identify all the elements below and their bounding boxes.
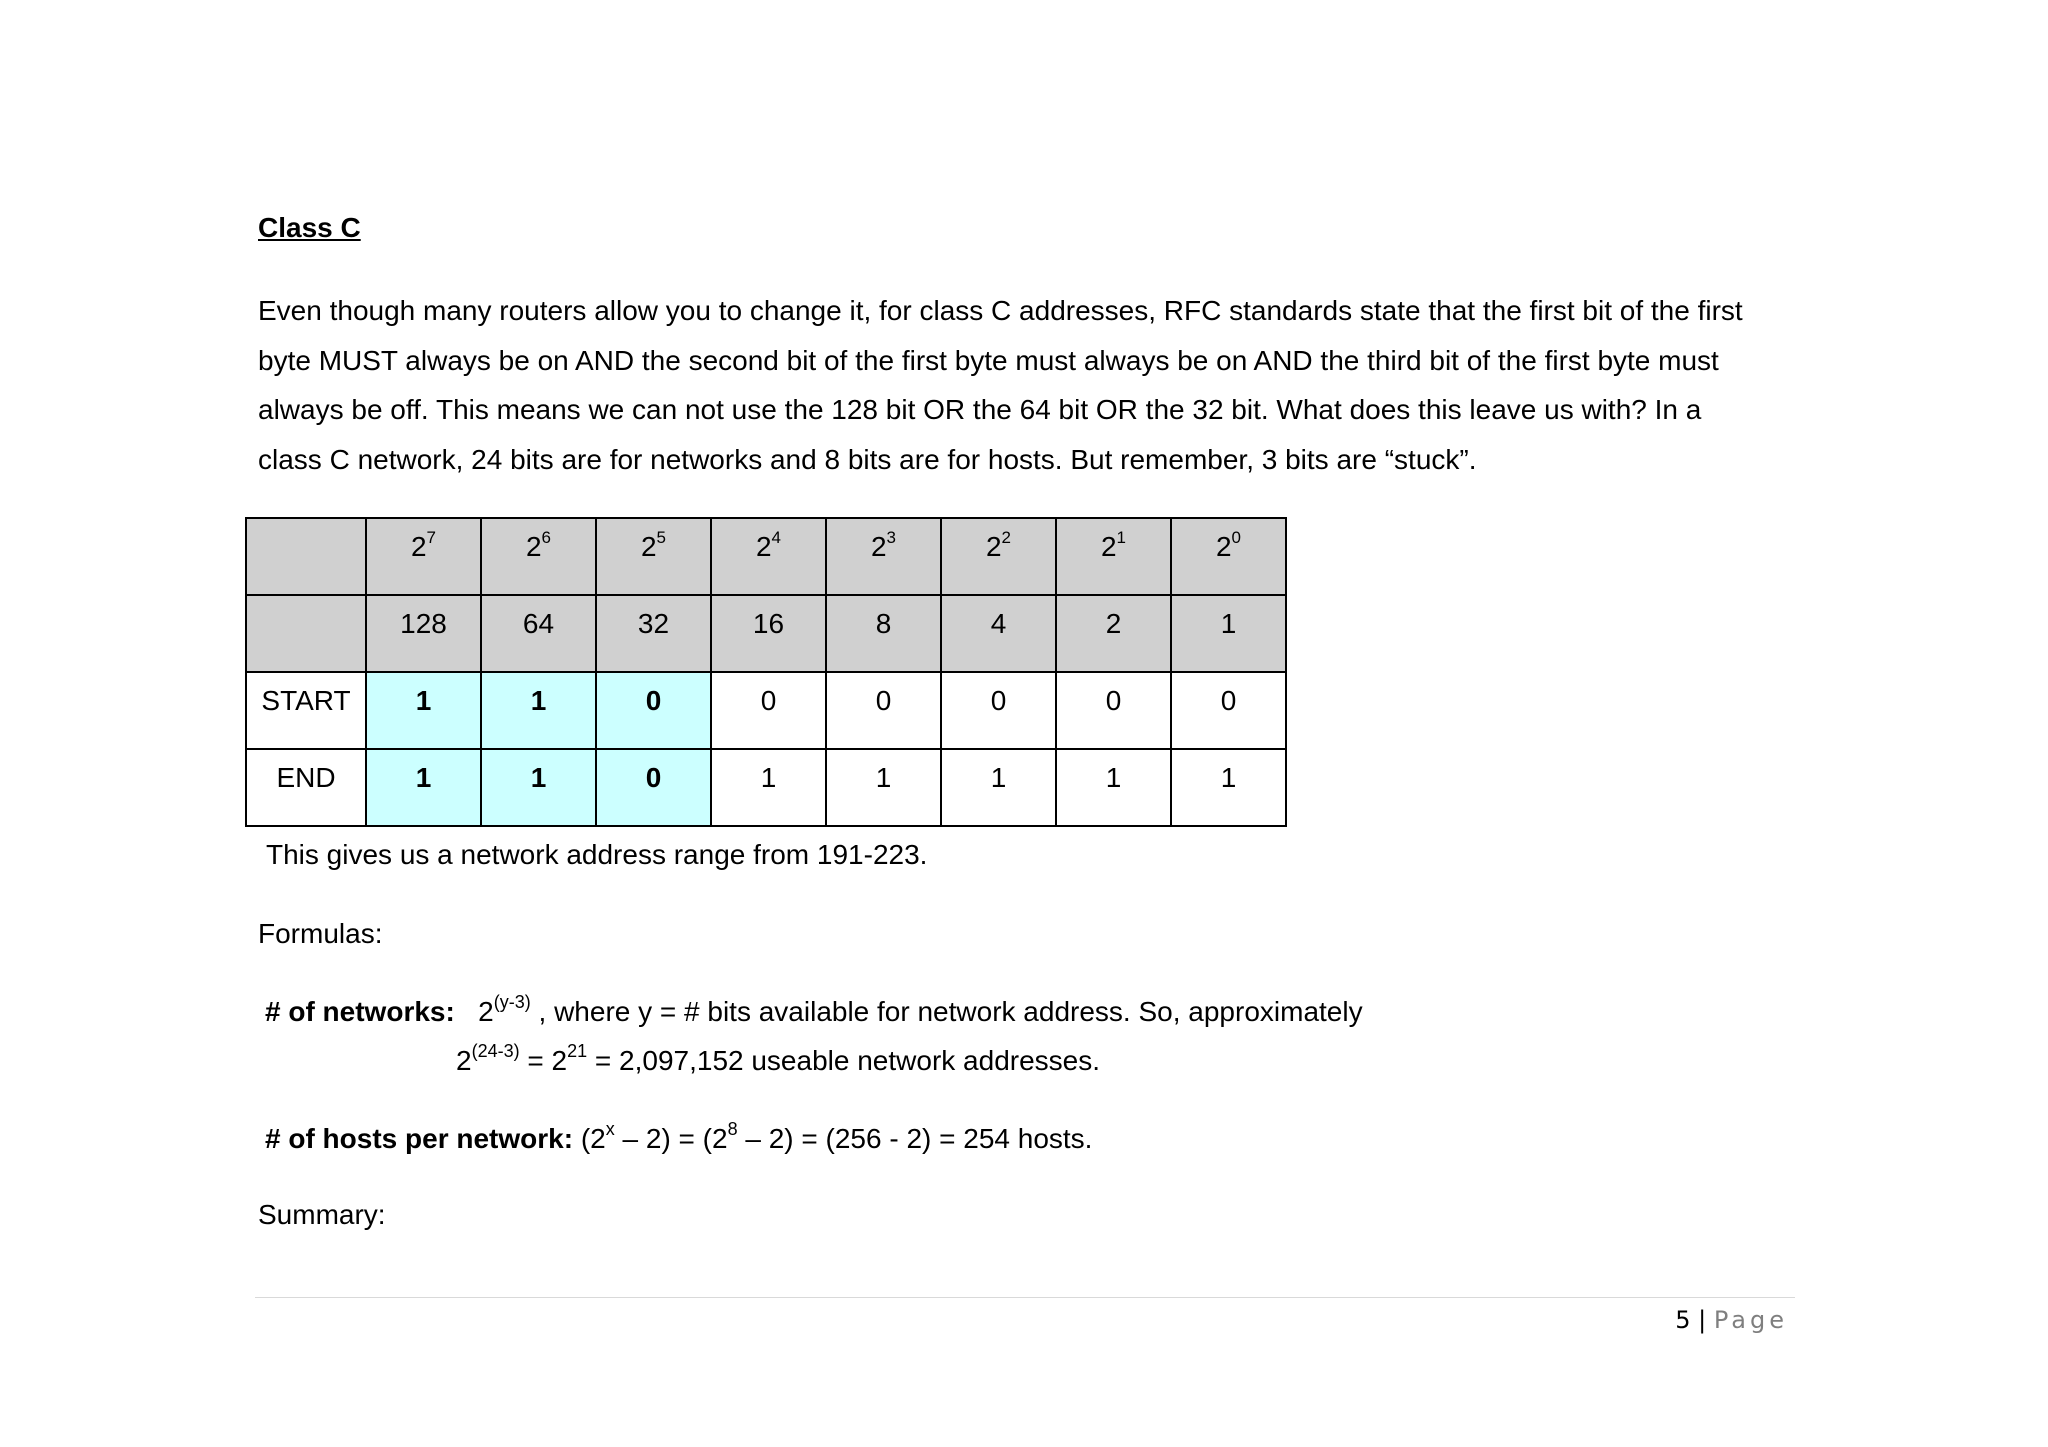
bit-cell: 1	[481, 672, 596, 749]
power-cell	[481, 518, 596, 595]
power-base: 2	[985, 531, 1002, 562]
networks-calculation	[456, 1041, 1101, 1077]
formula-base: 2	[456, 1045, 472, 1076]
bit-cell: 0	[596, 672, 711, 749]
power-base: 2	[410, 531, 427, 562]
table-caption: This gives us a network address range from 191-223.	[266, 839, 928, 870]
power-cell	[1171, 518, 1286, 595]
value-cell: 64	[481, 595, 596, 672]
footer-separator: |	[1698, 1306, 1707, 1334]
networks-label: # of networks:	[265, 996, 455, 1027]
value-cell: 1	[1171, 595, 1286, 672]
bit-cell: 0	[1056, 672, 1171, 749]
power-exponent: 7	[426, 528, 437, 547]
value-cell: 8	[826, 595, 941, 672]
power-exponent: 4	[771, 528, 782, 547]
power-exponent: 0	[1231, 528, 1242, 547]
hosts-label: # of hosts per network:	[265, 1123, 574, 1154]
end-row	[246, 749, 1286, 826]
formula-exponent: (24-3)	[471, 1041, 520, 1061]
formula-base: 2	[478, 996, 494, 1027]
formula-text: , where y = # bits available for network address. So, approximately	[530, 996, 1363, 1027]
formula-text: (2	[573, 1123, 606, 1154]
power-exponent: 5	[656, 528, 667, 547]
bit-cell: 0	[1171, 672, 1286, 749]
bit-cell: 1	[711, 749, 826, 826]
empty-cell	[246, 595, 366, 672]
start-row	[246, 672, 1286, 749]
formula-text: – 2) = (2	[614, 1123, 728, 1154]
paragraph-line: class C network, 24 bits are for networks and 8 bits are for hosts. But remember, 3 bits are “stuck”.	[258, 443, 1477, 475]
paragraph-line: Even though many routers allow you to change it, for class C addresses, RFC standards state that the first bit of the first	[258, 295, 1743, 326]
value-cell: 2	[1056, 595, 1171, 672]
value-cell: 128	[366, 595, 481, 672]
paragraph-line: always be off. This means we can not use the 128 bit OR the 64 bit OR the 32 bit. What does this leave us with? In a	[258, 394, 1702, 425]
body-paragraph	[258, 286, 1798, 484]
value-row	[246, 595, 1286, 672]
power-base: 2	[525, 531, 542, 562]
footer-divider	[255, 1297, 1795, 1298]
power-base: 2	[640, 531, 657, 562]
bit-cell: 0	[596, 749, 711, 826]
bit-cell: 1	[481, 749, 596, 826]
bit-cell: 1	[826, 749, 941, 826]
formula-text: = 2,097,152 useable network addresses.	[587, 1045, 1101, 1076]
row-label: START	[246, 672, 366, 749]
power-exponent: 6	[541, 528, 552, 547]
power-cell	[596, 518, 711, 595]
bit-cell: 0	[941, 672, 1056, 749]
bit-cell: 1	[366, 672, 481, 749]
summary-label: Summary:	[258, 1199, 386, 1230]
power-exponent: 2	[1001, 528, 1012, 547]
paragraph-line: byte MUST always be on AND the second bit of the first byte must always be on AND the third bit of the first byte must	[258, 344, 1719, 376]
power-exponent: 1	[1116, 528, 1127, 547]
formula-exponent: x	[605, 1119, 615, 1139]
power-exponent: 3	[886, 528, 897, 547]
bit-cell: 1	[366, 749, 481, 826]
bit-cell: 1	[1171, 749, 1286, 826]
power-cell	[826, 518, 941, 595]
power-base: 2	[1100, 531, 1117, 562]
bit-cell: 1	[941, 749, 1056, 826]
formula-exponent: (y-3)	[493, 992, 531, 1012]
bit-cell: 1	[1056, 749, 1171, 826]
value-cell: 16	[711, 595, 826, 672]
power-base: 2	[755, 531, 772, 562]
power-base: 2	[870, 531, 887, 562]
section-heading: Class C	[258, 212, 361, 243]
power-cell	[941, 518, 1056, 595]
bit-table	[245, 517, 1287, 827]
hosts-formula	[265, 1119, 1093, 1155]
power-cell	[1056, 518, 1171, 595]
value-cell: 32	[596, 595, 711, 672]
power-row	[246, 518, 1286, 595]
empty-cell	[246, 518, 366, 595]
power-base: 2	[1215, 531, 1232, 562]
bit-cell: 0	[826, 672, 941, 749]
page-footer	[1675, 1306, 1788, 1334]
networks-formula	[265, 992, 1363, 1028]
power-cell	[366, 518, 481, 595]
formula-text: – 2) = (256 - 2) = 254 hosts.	[737, 1123, 1093, 1154]
power-cell	[711, 518, 826, 595]
value-cell: 4	[941, 595, 1056, 672]
formula-text: = 2	[519, 1045, 568, 1076]
formula-exponent: 21	[567, 1041, 588, 1061]
page-word: Page	[1713, 1306, 1788, 1334]
bit-cell: 0	[711, 672, 826, 749]
formula-exponent: 8	[727, 1119, 738, 1139]
page-number: 5	[1675, 1306, 1691, 1334]
formulas-label: Formulas:	[258, 918, 383, 949]
row-label: END	[246, 749, 366, 826]
